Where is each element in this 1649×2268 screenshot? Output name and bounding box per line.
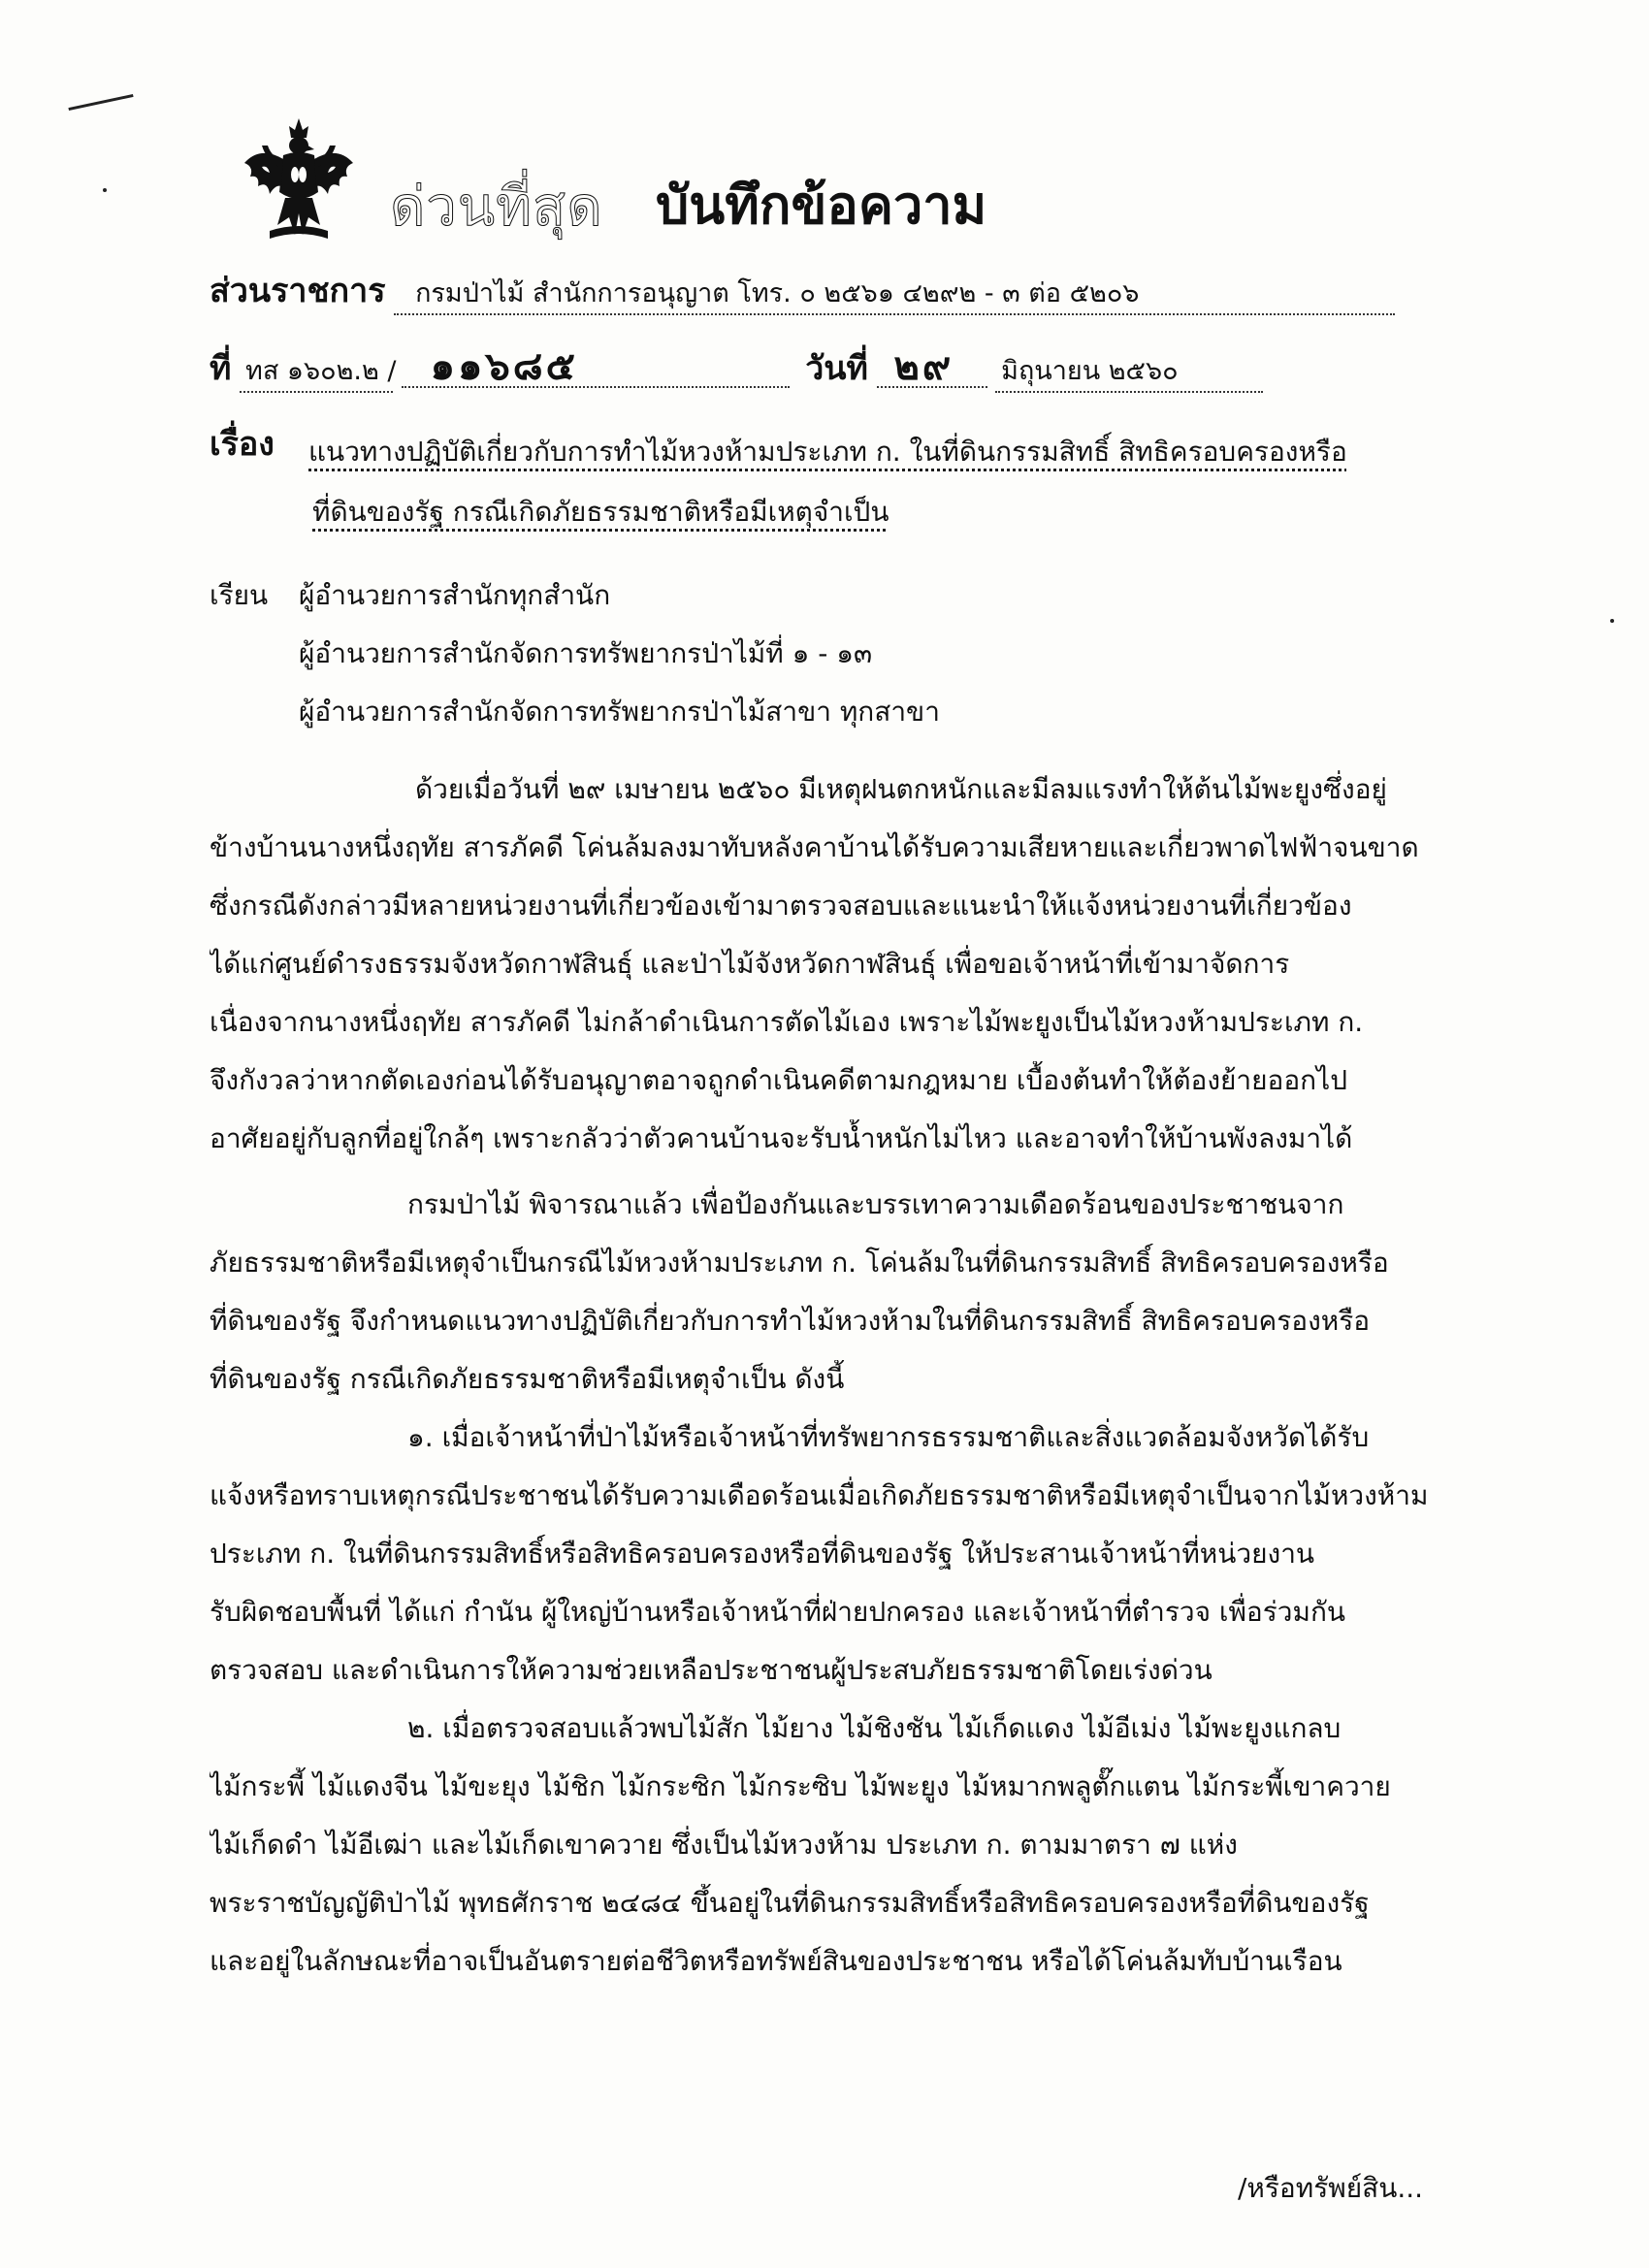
body-line: ข้างบ้านนางหนึ่งฤทัย สารภัคดี โค่นล้มลงมาทับหลังคาบ้านได้รับความเสียหายและเกี่ยวพาดไฟฟ้าจนขาด bbox=[210, 831, 1419, 863]
body-line: ที่ดินของรัฐ กรณีเกิดภัยธรรมชาติหรือมีเหตุจำเป็น ดังนี้ bbox=[210, 1363, 845, 1395]
body-line: เนื่องจากนางหนึ่งฤทัย สารภัคดี ไม่กล้าดำเนินการตัดไม้เอง เพราะไม้พะยูงเป็นไม้หวงห้ามประเภท ก. bbox=[210, 1006, 1364, 1038]
body-line: อาศัยอยู่กับลูกที่อยู่ใกล้ๆ เพราะกลัวว่าตัวคานบ้านจะรับน้ำหนักไม่ไหว และอาจทำให้บ้านพังลงมาได้ bbox=[210, 1122, 1353, 1154]
urgency-stamp: ด่วนที่สุด bbox=[390, 176, 603, 239]
reference-prefix: ทส ๑๖๐๒.๒ / bbox=[240, 352, 393, 393]
date-label: วันที่ bbox=[805, 349, 868, 388]
reference-row bbox=[210, 344, 1451, 393]
body-line: และอยู่ในลักษณะที่อาจเป็นอันตรายต่อชีวิตหรือทรัพย์สินของประชาชน หรือได้โค่นล้มทับบ้านเรือน bbox=[210, 1945, 1342, 1977]
reference-number: ๑๑๖๘๕ bbox=[402, 347, 790, 388]
subject-label: เรื่อง bbox=[210, 425, 275, 464]
body-line: ที่ดินของรัฐ จึงกำหนดแนวทางปฏิบัติเกี่ยวกับการทำไม้หวงห้ามในที่ดินกรรมสิทธิ์ สิทธิครอบครองหรือ bbox=[210, 1305, 1371, 1337]
recipient-2: ผู้อำนวยการสำนักจัดการทรัพยากรป่าไม้ที่ ๑ - ๑๓ bbox=[299, 637, 873, 669]
recipient-1: ผู้อำนวยการสำนักทุกสำนัก bbox=[299, 579, 611, 611]
scan-artifact-stroke bbox=[68, 94, 133, 111]
body-line: จึงกังวลว่าหากตัดเองก่อนได้รับอนุญาตอาจถูกดำเนินคดีตามกฎหมาย เบื้องต้นทำให้ต้องย้ายออกไป bbox=[210, 1064, 1347, 1096]
subject-line-2: ที่ดินของรัฐ กรณีเกิดภัยธรรมชาติหรือมีเหตุจำเป็น bbox=[312, 496, 889, 528]
body-line: พระราชบัญญัติป่าไม้ พุทธศักราช ๒๔๘๔ ขึ้นอยู่ในที่ดินกรรมสิทธิ์หรือสิทธิครอบครองหรือที่ดินของรัฐ bbox=[210, 1887, 1370, 1919]
body-line: ไม้เก็ดดำ ไม้อีเฒ่า และไม้เก็ดเขาควาย ซึ่งเป็นไม้หวงห้าม ประเภท ก. ตามมาตรา ๗ แห่ง bbox=[210, 1829, 1238, 1861]
agency-label: ส่วนราชการ bbox=[210, 272, 386, 310]
agency-row bbox=[210, 272, 1451, 315]
body-line: ประเภท ก. ในที่ดินกรรมสิทธิ์หรือสิทธิครอบครองหรือที่ดินของรัฐ ให้ประสานเจ้าหน้าที่หน่วยงาน bbox=[210, 1538, 1315, 1570]
body-line: ไม้กระพี้ ไม้แดงจีน ไม้ขะยุง ไม้ชิก ไม้กระซิก ไม้กระซิบ ไม้พะยูง ไม้หมากพลูตั๊กแตน ไม้กระพี้เขาควาย bbox=[210, 1770, 1391, 1802]
body-line: รับผิดชอบพื้นที่ ได้แก่ กำนัน ผู้ใหญ่บ้านหรือเจ้าหน้าที่ฝ่ายปกครอง และเจ้าหน้าที่ตำรวจ เพื่อร่วมกัน bbox=[210, 1596, 1346, 1628]
body-line: ตรวจสอบ และดำเนินการให้ความช่วยเหลือประชาชนผู้ประสบภัยธรรมชาติโดยเร่งด่วน bbox=[210, 1654, 1212, 1686]
date-month-year: มิถุนายน ๒๕๖๐ bbox=[995, 352, 1263, 393]
agency-value: กรมป่าไม้ สำนักการอนุญาต โทร. ๐ ๒๕๖๑ ๔๒๙๒ - ๓ ต่อ ๕๒๐๖ bbox=[394, 275, 1395, 315]
scan-artifact-dot bbox=[1610, 619, 1614, 623]
date-day: ๒๙ bbox=[877, 347, 987, 388]
body-line: ภัยธรรมชาติหรือมีเหตุจำเป็นกรณีไม้หวงห้ามประเภท ก. โค่นล้มในที่ดินกรรมสิทธิ์ สิทธิครอบครองหรือ bbox=[210, 1247, 1389, 1279]
reference-label: ที่ bbox=[210, 349, 232, 388]
body-line: ๑. เมื่อเจ้าหน้าที่ป่าไม้หรือเจ้าหน้าที่ทรัพยากรธรรมชาติและสิ่งแวดล้อมจังหวัดได้รับ bbox=[407, 1421, 1370, 1453]
body-line: ได้แก่ศูนย์ดำรงธรรมจังหวัดกาฬสินธุ์ และป่าไม้จังหวัดกาฬสินธุ์ เพื่อขอเจ้าหน้าที่เข้ามาจัดการ bbox=[210, 948, 1290, 980]
body-line: ซึ่งกรณีดังกล่าวมีหลายหน่วยงานที่เกี่ยวข้องเข้ามาตรวจสอบและแนะนำให้แจ้งหน่วยงานที่เกี่ยวข้อง bbox=[210, 890, 1352, 922]
continued-marker: /หรือทรัพย์สิน... bbox=[1238, 2172, 1424, 2204]
memo-title: บันทึกข้อความ bbox=[656, 175, 987, 236]
subject-line-1: แนวทางปฏิบัติเกี่ยวกับการทำไม้หวงห้ามประเภท ก. ในที่ดินกรรมสิทธิ์ สิทธิครอบครองหรือ bbox=[308, 436, 1347, 468]
salutation-label: เรียน bbox=[210, 579, 269, 611]
body-line: ด้วยเมื่อวันที่ ๒๙ เมษายน ๒๕๖๐ มีเหตุฝนตกหนักและมีลมแรงทำให้ต้นไม้พะยูงซึ่งอยู่ bbox=[415, 773, 1387, 805]
body-line: กรมป่าไม้ พิจารณาแล้ว เพื่อป้องกันและบรรเทาความเดือดร้อนของประชาชนจาก bbox=[407, 1188, 1344, 1220]
garuda-emblem-icon bbox=[241, 116, 357, 243]
body-line: แจ้งหรือทราบเหตุกรณีประชาชนได้รับความเดือดร้อนเมื่อเกิดภัยธรรมชาติหรือมีเหตุจำเป็นจากไม้หวงห้าม bbox=[210, 1479, 1429, 1511]
recipient-3: ผู้อำนวยการสำนักจัดการทรัพยากรป่าไม้สาขา ทุกสาขา bbox=[299, 696, 940, 728]
body-line: ๒. เมื่อตรวจสอบแล้วพบไม้สัก ไม้ยาง ไม้ชิงชัน ไม้เก็ดแดง ไม้อีเม่ง ไม้พะยูงแกลบ bbox=[407, 1712, 1342, 1744]
scan-artifact-dot bbox=[103, 188, 107, 192]
